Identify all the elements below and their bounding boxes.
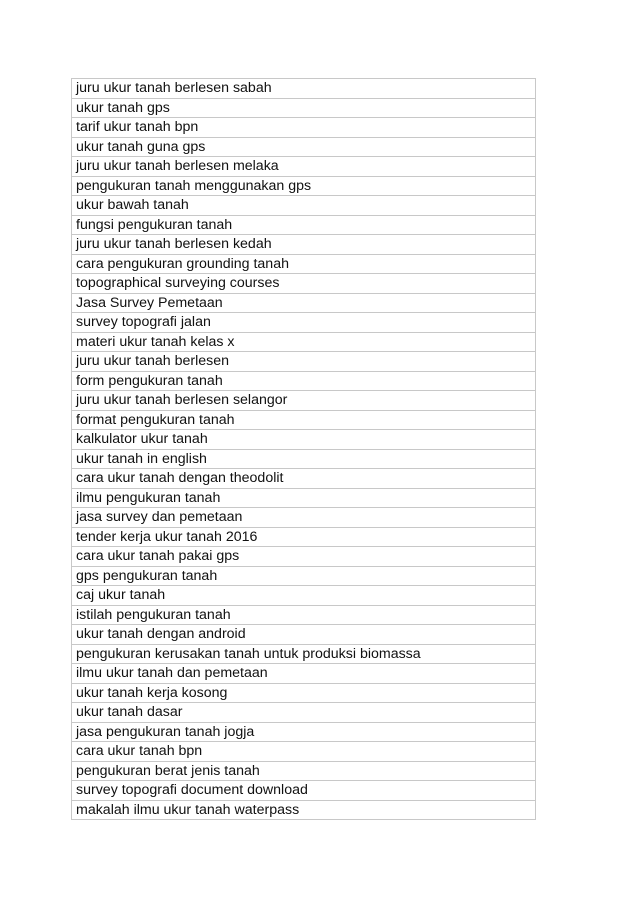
keyword-cell: pengukuran kerusakan tanah untuk produksi biomassa <box>72 644 536 664</box>
keyword-cell: juru ukur tanah berlesen <box>72 352 536 372</box>
keyword-cell: kalkulator ukur tanah <box>72 430 536 450</box>
keyword-cell: cara ukur tanah dengan theodolit <box>72 469 536 489</box>
keyword-cell: pengukuran tanah menggunakan gps <box>72 176 536 196</box>
keyword-table-body <box>72 79 536 820</box>
keyword-cell: makalah ilmu ukur tanah waterpass <box>72 800 536 820</box>
keyword-cell: juru ukur tanah berlesen kedah <box>72 235 536 255</box>
table-row <box>72 742 536 762</box>
table-row <box>72 566 536 586</box>
table-row <box>72 508 536 528</box>
keyword-cell: ukur tanah dasar <box>72 703 536 723</box>
table-row <box>72 547 536 567</box>
table-row <box>72 761 536 781</box>
table-row <box>72 683 536 703</box>
keyword-cell: ukur tanah dengan android <box>72 625 536 645</box>
table-row <box>72 176 536 196</box>
table-row <box>72 664 536 684</box>
keyword-cell: materi ukur tanah kelas x <box>72 332 536 352</box>
keyword-cell: Jasa Survey Pemetaan <box>72 293 536 313</box>
table-row <box>72 157 536 177</box>
table-row <box>72 98 536 118</box>
table-row <box>72 254 536 274</box>
table-row <box>72 137 536 157</box>
table-row <box>72 274 536 294</box>
keyword-cell: caj ukur tanah <box>72 586 536 606</box>
table-row <box>72 625 536 645</box>
table-row <box>72 118 536 138</box>
table-row <box>72 605 536 625</box>
table-row <box>72 235 536 255</box>
keyword-cell: juru ukur tanah berlesen sabah <box>72 79 536 99</box>
keyword-cell: ilmu pengukuran tanah <box>72 488 536 508</box>
table-row <box>72 293 536 313</box>
table-row <box>72 527 536 547</box>
table-row <box>72 410 536 430</box>
table-row <box>72 781 536 801</box>
keyword-cell: ukur tanah guna gps <box>72 137 536 157</box>
keyword-cell: format pengukuran tanah <box>72 410 536 430</box>
keyword-cell: cara ukur tanah bpn <box>72 742 536 762</box>
keyword-cell: tender kerja ukur tanah 2016 <box>72 527 536 547</box>
keyword-cell: topographical surveying courses <box>72 274 536 294</box>
table-row <box>72 352 536 372</box>
keyword-cell: form pengukuran tanah <box>72 371 536 391</box>
keyword-cell: ukur tanah kerja kosong <box>72 683 536 703</box>
keyword-cell: ilmu ukur tanah dan pemetaan <box>72 664 536 684</box>
table-row <box>72 430 536 450</box>
keyword-cell: fungsi pengukuran tanah <box>72 215 536 235</box>
keyword-cell: pengukuran berat jenis tanah <box>72 761 536 781</box>
table-row <box>72 79 536 99</box>
keyword-cell: jasa pengukuran tanah jogja <box>72 722 536 742</box>
keyword-cell: survey topografi jalan <box>72 313 536 333</box>
table-row <box>72 391 536 411</box>
keyword-cell: ukur tanah in english <box>72 449 536 469</box>
keyword-cell: juru ukur tanah berlesen melaka <box>72 157 536 177</box>
table-row <box>72 371 536 391</box>
keyword-cell: tarif ukur tanah bpn <box>72 118 536 138</box>
table-row <box>72 722 536 742</box>
table-row <box>72 469 536 489</box>
table-row <box>72 644 536 664</box>
table-row <box>72 313 536 333</box>
table-row <box>72 586 536 606</box>
table-row <box>72 449 536 469</box>
keyword-cell: cara pengukuran grounding tanah <box>72 254 536 274</box>
table-row <box>72 215 536 235</box>
table-row <box>72 488 536 508</box>
keyword-cell: juru ukur tanah berlesen selangor <box>72 391 536 411</box>
keyword-cell: ukur bawah tanah <box>72 196 536 216</box>
keyword-cell: gps pengukuran tanah <box>72 566 536 586</box>
keyword-cell: cara ukur tanah pakai gps <box>72 547 536 567</box>
table-row <box>72 332 536 352</box>
keyword-table <box>71 78 536 820</box>
keyword-cell: ukur tanah gps <box>72 98 536 118</box>
table-row <box>72 196 536 216</box>
keyword-cell: jasa survey dan pemetaan <box>72 508 536 528</box>
table-row <box>72 703 536 723</box>
keyword-cell: istilah pengukuran tanah <box>72 605 536 625</box>
table-row <box>72 800 536 820</box>
keyword-cell: survey topografi document download <box>72 781 536 801</box>
